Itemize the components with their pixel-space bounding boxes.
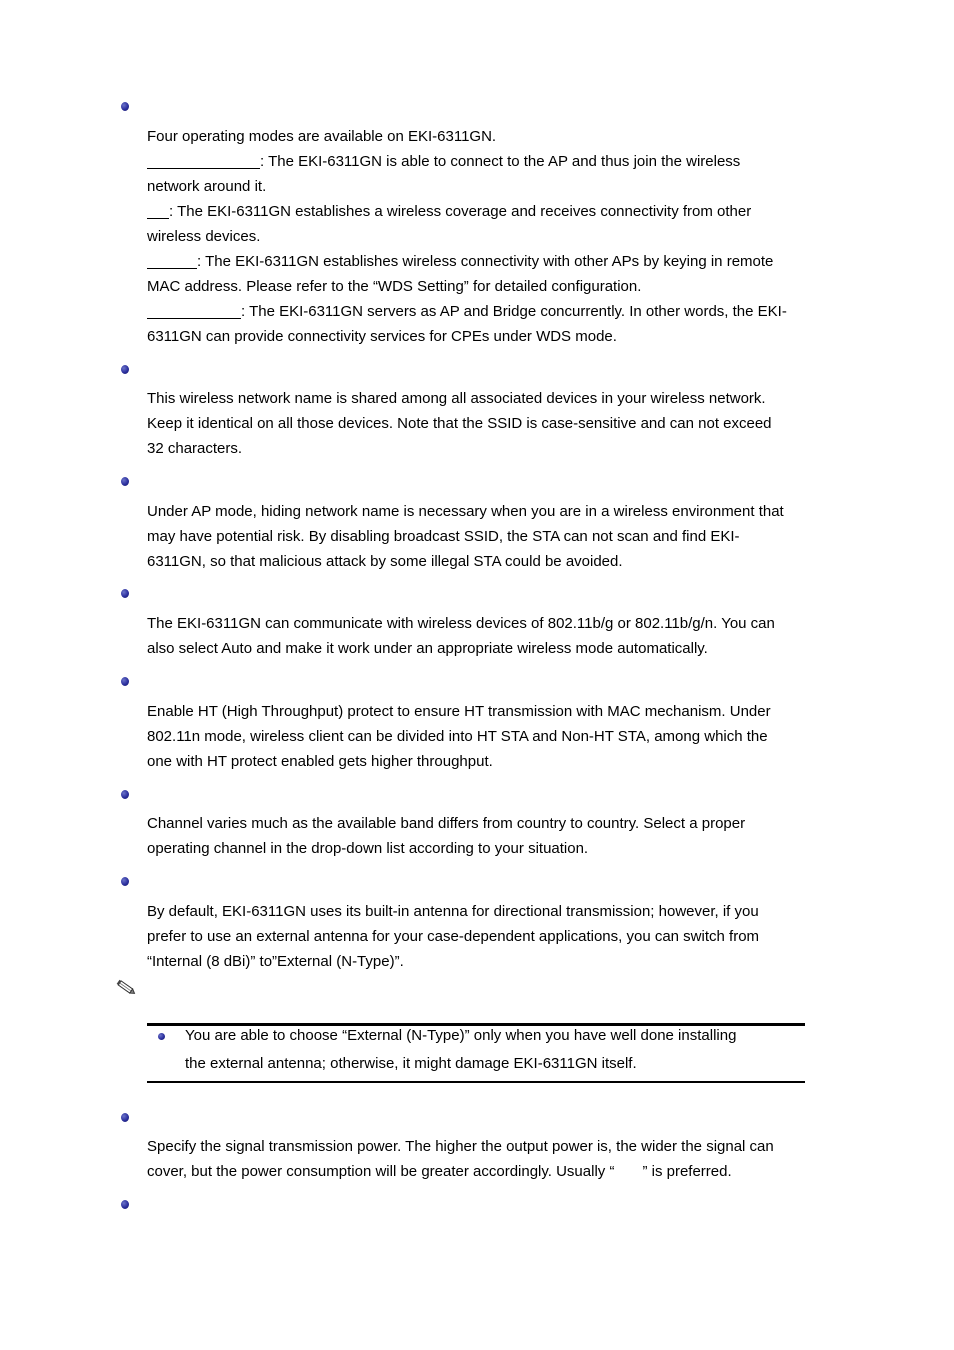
bullet-next-section — [121, 1200, 129, 1209]
client-mode-line2: network around it. — [147, 178, 267, 195]
tx-power-line1: Specify the signal transmission power. The higher the output power is, the wider the signal can — [147, 1138, 774, 1155]
ssid-line2: Keep it identical on all those devices. Note that the SSID is case-sensitive and can not exceed — [147, 415, 772, 432]
ht-protect-paragraph — [147, 699, 847, 774]
antenna-line2: prefer to use an external antenna for your case-dependent applications, you can switch from — [147, 928, 760, 945]
ap-wds-mode-line2: 6311GN can provide connectivity services for CPEs under WDS mode. — [147, 328, 617, 345]
underline-blank — [147, 151, 260, 169]
operating-mode-paragraph — [147, 124, 847, 349]
wireless-mode-line1: The EKI-6311GN can communicate with wireless devices of 802.11b/g or 802.11b/g/n. You can — [147, 615, 775, 632]
underline-blank — [147, 301, 241, 319]
broadcast-ssid-paragraph — [147, 499, 847, 574]
underline-blank — [147, 251, 197, 269]
ht-protect-line2: 802.11n mode, wireless client can be divided into HT STA and Non-HT STA, among which the — [147, 728, 768, 745]
ap-wds-mode-line1: : The EKI-6311GN servers as AP and Bridge concurrently. In other words, the EKI- — [241, 303, 787, 320]
note-line2: the external antenna; otherwise, it might damage EKI-6311GN itself. — [185, 1055, 637, 1072]
bullet-ssid — [121, 365, 129, 374]
bullet-broadcast-ssid — [121, 477, 129, 486]
underline-blank — [147, 201, 169, 219]
tx-power-line2-start: cover, but the power consumption will be greater accordingly. Usually “ — [147, 1163, 615, 1180]
note-bullet — [158, 1033, 165, 1040]
wireless-mode-line2: also select Auto and make it work under an appropriate wireless mode automatically. — [147, 640, 708, 657]
ssid-line1: This wireless network name is shared among all associated devices in your wireless network. — [147, 390, 766, 407]
bullet-tx-power — [121, 1113, 129, 1122]
note-bottom-rule — [147, 1081, 805, 1083]
wireless-mode-paragraph — [147, 611, 847, 661]
bullet-antenna — [121, 877, 129, 886]
pencil-icon — [115, 978, 137, 998]
channel-line2: operating channel in the drop-down list according to your situation. — [147, 840, 589, 857]
ssid-line3: 32 characters. — [147, 440, 243, 457]
note-text — [185, 1022, 805, 1078]
wds-mode-line1: : The EKI-6311GN establishes wireless connectivity with other APs by keying in remote — [197, 253, 774, 270]
antenna-line1: By default, EKI-6311GN uses its built-in antenna for directional transmission; however, if you — [147, 903, 759, 920]
bullet-ht-protect — [121, 677, 129, 686]
channel-paragraph — [147, 811, 847, 861]
channel-line1: Channel varies much as the available band differs from country to country. Select a proper — [147, 815, 746, 832]
ap-mode-line1: : The EKI-6311GN establishes a wireless coverage and receives connectivity from other — [169, 203, 752, 220]
broadcast-ssid-line1: Under AP mode, hiding network name is necessary when you are in a wireless environment that — [147, 503, 784, 520]
note-line1: You are able to choose “External (N-Type)” only when you have well done installing — [185, 1027, 737, 1044]
bullet-channel — [121, 790, 129, 799]
client-mode-line1: : The EKI-6311GN is able to connect to the AP and thus join the wireless — [260, 153, 741, 170]
tx-power-line2-end: ” is preferred. — [642, 1163, 732, 1180]
broadcast-ssid-line3: 6311GN, so that malicious attack by some illegal STA could be avoided. — [147, 553, 623, 570]
ht-protect-line3: one with HT protect enabled gets higher throughput. — [147, 753, 493, 770]
broadcast-ssid-line2: may have potential risk. By disabling broadcast SSID, the STA can not scan and find EKI- — [147, 528, 740, 545]
bullet-operating-mode — [121, 102, 129, 111]
bullet-wireless-mode — [121, 589, 129, 598]
tx-power-paragraph — [147, 1134, 847, 1184]
antenna-paragraph — [147, 899, 847, 974]
operating-mode-intro: Four operating modes are available on EKI-6311GN. — [147, 128, 497, 145]
antenna-line3: “Internal (8 dBi)” to”External (N-Type)”. — [147, 953, 404, 970]
ap-mode-line2: wireless devices. — [147, 228, 261, 245]
ssid-paragraph — [147, 386, 847, 461]
ht-protect-line1: Enable HT (High Throughput) protect to ensure HT transmission with MAC mechanism. Under — [147, 703, 771, 720]
wds-mode-line2: MAC address. Please refer to the “WDS Setting” for detailed configuration. — [147, 278, 642, 295]
